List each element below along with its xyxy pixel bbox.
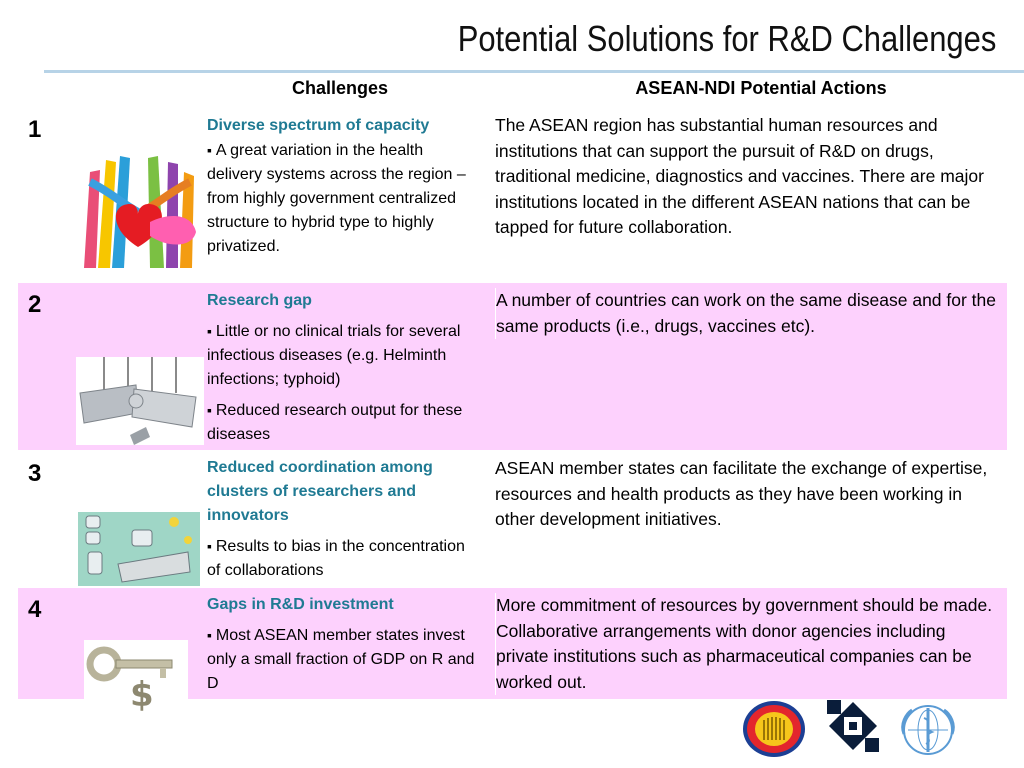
dost-logo <box>827 700 879 752</box>
table-row <box>18 588 1007 712</box>
title-rule <box>44 70 1024 73</box>
asean-logo <box>742 700 806 758</box>
hands-heart-image <box>80 152 198 268</box>
slide-title: Potential Solutions for R&D Challenges <box>457 18 996 59</box>
header-challenges: Challenges <box>291 78 389 98</box>
challenge-cell <box>207 114 479 259</box>
row-number: 1 <box>28 116 42 143</box>
table-row <box>18 283 1007 450</box>
table-row <box>18 108 1007 281</box>
who-logo <box>898 700 958 760</box>
challenge-cell <box>207 456 479 583</box>
challenge-title: Diverse spectrum of capacity <box>207 117 430 134</box>
row-number: 4 <box>28 596 42 623</box>
challenge-cell <box>207 289 479 447</box>
challenge-title: Gaps in R&D investment <box>207 596 394 613</box>
challenge-bullet: ▪ A great variation in the health delivery systems across the region – from highly government centralized structure to hybrid type to highly privatized. <box>207 138 479 259</box>
challenge-title: Reduced coordination among clusters of researchers and innovators <box>207 459 433 524</box>
challenge-bullet: ▪ Reduced research output for these diseases <box>207 398 479 447</box>
row-number: 2 <box>28 291 42 318</box>
header-actions: ASEAN-NDI Potential Actions <box>635 78 887 98</box>
table-row <box>18 452 1007 586</box>
action-cell: A number of countries can work on the same disease and for the same products (i.e., drugs, vaccines etc). <box>495 288 1002 339</box>
action-cell: ASEAN member states can facilitate the exchange of expertise, resources and health products as they have been working in other development initiatives. <box>495 458 988 529</box>
challenge-bullet: ▪ Little or no clinical trials for several infectious diseases (e.g. Helminth infections; typhoid) <box>207 319 479 392</box>
robots-puzzle-image <box>78 512 200 586</box>
action-cell: The ASEAN region has substantial human resources and institutions that can support the pursuit of R&D on drugs, traditional medicine, diagnostics and vaccines. There are major institutions located in the different ASEAN nations that can be tapped for future collaboration. <box>495 115 984 237</box>
svg-text:$: $ <box>130 675 154 712</box>
row-number: 3 <box>28 460 42 487</box>
puzzle-chain-image <box>76 357 204 445</box>
challenge-title: Research gap <box>207 292 312 309</box>
challenge-bullet: ▪ Results to bias in the concentration of collaborations <box>207 534 479 583</box>
dollar-key-image <box>84 640 188 712</box>
action-cell: More commitment of resources by government should be made. Collaborative arrangements with donor agencies including private institutions such as pharmaceutical companies can be worked out. <box>495 593 1002 695</box>
challenge-cell <box>207 593 479 696</box>
challenge-bullet: ▪ Most ASEAN member states invest only a small fraction of GDP on R and D <box>207 623 479 696</box>
